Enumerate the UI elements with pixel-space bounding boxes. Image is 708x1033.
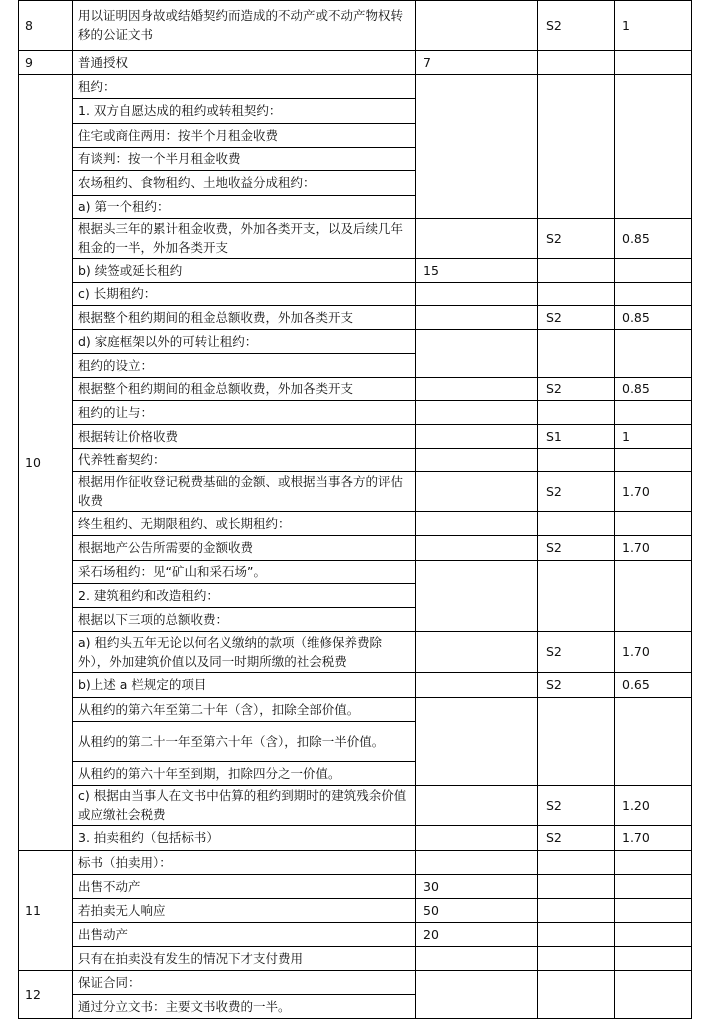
item-description: 有谈判：按一个半月租金收费 <box>78 151 241 166</box>
value-row-divider <box>415 922 692 923</box>
column-divider <box>72 74 73 851</box>
value-row-divider <box>415 697 692 698</box>
column-divider <box>691 850 692 971</box>
value-row-divider <box>415 874 692 875</box>
item-description: 根据转让价格收费 <box>78 428 179 444</box>
value-row-divider <box>415 560 692 561</box>
scale-code: S2 <box>546 483 562 499</box>
column-divider <box>18 850 19 971</box>
value-row-divider <box>415 329 692 330</box>
item-description: 3. 拍卖租约（包括标书） <box>78 830 219 845</box>
column-divider <box>18 0 19 51</box>
column-divider <box>691 970 692 1019</box>
value-row-divider <box>415 50 692 51</box>
item-description: 保证合同： <box>78 974 141 990</box>
column-divider <box>537 0 538 51</box>
item-description: 通过分立文书：主要文书收费的一半。 <box>78 998 291 1014</box>
item-description: 标书（拍卖用）： <box>78 854 172 870</box>
scale-code: S2 <box>546 644 562 659</box>
column-divider <box>415 0 416 51</box>
column-divider <box>72 850 73 971</box>
column-divider <box>691 0 692 51</box>
column-divider <box>614 970 615 1019</box>
fixed-fee: 30 <box>423 878 439 894</box>
item-description: 只有在拍卖没有发生的情况下才支付费用 <box>78 950 304 966</box>
column-divider <box>415 74 416 851</box>
item-description: 代养牲畜契约： <box>78 452 166 467</box>
item-description: a) 租约头五年无论以何名义缴纳的款项（维修保养费除外），外加建筑价值以及同一时期所缴的社会税费 <box>78 634 383 669</box>
column-divider <box>415 50 416 75</box>
item-description: 根据整个租约期间的租金总额收费，外加各类开支 <box>78 309 354 325</box>
rate-value: 1.20 <box>622 797 650 813</box>
column-divider <box>72 50 73 75</box>
column-divider <box>18 74 19 851</box>
rate-value: 0.85 <box>622 309 650 325</box>
item-description: 租约的设立： <box>78 357 154 373</box>
rate-value: 0.65 <box>622 677 650 692</box>
item-description: 出售动产 <box>78 926 129 942</box>
item-description: 根据用作征收登记税费基础的金额、或根据当事各方的评估收费 <box>78 474 404 508</box>
scale-code: S2 <box>546 797 562 813</box>
value-row-divider <box>415 448 692 449</box>
item-description: 从租约的第六十年至到期，扣除四分之一价值。 <box>78 765 341 781</box>
item-description: 若拍卖无人响应 <box>78 902 166 918</box>
scale-code: S1 <box>546 428 562 444</box>
item-description: 1. 双方自愿达成的租约或转租契约： <box>78 103 282 118</box>
row-number: 8 <box>25 17 33 33</box>
column-divider <box>614 74 615 851</box>
value-row-divider <box>415 898 692 899</box>
item-description: 终生租约、无期限租约、或长期租约： <box>78 515 291 531</box>
row-number: 9 <box>25 54 33 70</box>
column-divider <box>537 970 538 1019</box>
rate-value: 1 <box>622 428 630 444</box>
fixed-fee: 15 <box>423 262 439 278</box>
column-divider <box>415 850 416 971</box>
scale-code: S2 <box>546 230 562 246</box>
item-description: 住宅或商住两用：按半个月租金收费 <box>78 127 279 143</box>
item-description: 从租约的第二十一年至第六十年（含），扣除一半价值。 <box>78 733 385 749</box>
item-description: 从租约的第六年至第二十年（含），扣除全部价值。 <box>78 701 360 717</box>
scale-code: S2 <box>546 381 562 396</box>
row-divider <box>18 1018 692 1019</box>
column-divider <box>537 850 538 971</box>
column-divider <box>537 74 538 851</box>
column-divider <box>537 50 538 75</box>
value-row-divider <box>415 400 692 401</box>
item-description: d) 家庭框架以外的可转让租约： <box>78 333 258 349</box>
value-row-divider <box>415 258 692 259</box>
rate-value: 1.70 <box>622 644 650 659</box>
rate-value: 1 <box>622 17 630 33</box>
item-description: c) 根据由当事人在文书中估算的租约到期时的建筑残余价值或应缴社会税费 <box>78 788 407 822</box>
scale-code: S2 <box>546 830 562 845</box>
item-description: 2. 建筑租约和改造租约： <box>78 587 219 603</box>
row-divider <box>18 74 692 75</box>
item-description: b)上述 a 栏规定的项目 <box>78 677 207 692</box>
item-description: 普通授权 <box>78 54 129 70</box>
item-description: 根据整个租约期间的租金总额收费，外加各类开支 <box>78 381 354 396</box>
fixed-fee: 7 <box>423 54 431 70</box>
item-description: 根据以下三项的总额收费： <box>78 611 229 627</box>
scale-code: S2 <box>546 17 562 33</box>
item-description: 出售不动产 <box>78 878 141 894</box>
row-number: 10 <box>25 454 41 470</box>
column-divider <box>614 50 615 75</box>
rate-value: 1.70 <box>622 483 650 499</box>
column-divider <box>72 0 73 51</box>
item-description: 采石场租约：见“矿山和采石场”。 <box>78 564 266 579</box>
fixed-fee: 20 <box>423 926 439 942</box>
column-divider <box>691 50 692 75</box>
column-divider <box>614 0 615 51</box>
column-divider <box>691 74 692 851</box>
scale-code: S2 <box>546 677 562 692</box>
value-row-divider <box>415 282 692 283</box>
column-divider <box>18 50 19 75</box>
column-divider <box>18 970 19 1019</box>
scale-code: S2 <box>546 540 562 555</box>
item-description: 用以证明因身故或结婚契约而造成的不动产或不动产物权转移的公证文书 <box>78 8 404 42</box>
item-description: 租约的让与： <box>78 404 154 420</box>
row-number: 11 <box>25 902 41 918</box>
item-description: 租约： <box>78 78 116 94</box>
item-description: c) 长期租约： <box>78 286 157 301</box>
item-description: a) 第一个租约： <box>78 199 170 214</box>
rate-value: 1.70 <box>622 540 650 555</box>
item-description: 农场租约、食物租约、土地收益分成租约： <box>78 175 316 190</box>
fixed-fee: 50 <box>423 902 439 918</box>
rate-value: 1.70 <box>622 830 650 845</box>
value-row-divider <box>415 511 692 512</box>
column-divider <box>614 850 615 971</box>
item-description: b) 续签或延长租约 <box>78 262 183 278</box>
row-number: 12 <box>25 986 41 1002</box>
rate-value: 0.85 <box>622 230 650 246</box>
value-row-divider <box>415 946 692 947</box>
rate-value: 0.85 <box>622 381 650 396</box>
item-description: 根据头三年的累计租金收费，外加各类开支，以及后续几年租金的一半，外加各类开支 <box>78 221 404 255</box>
item-description: 根据地产公告所需要的金额收费 <box>78 540 254 555</box>
scale-code: S2 <box>546 309 562 325</box>
